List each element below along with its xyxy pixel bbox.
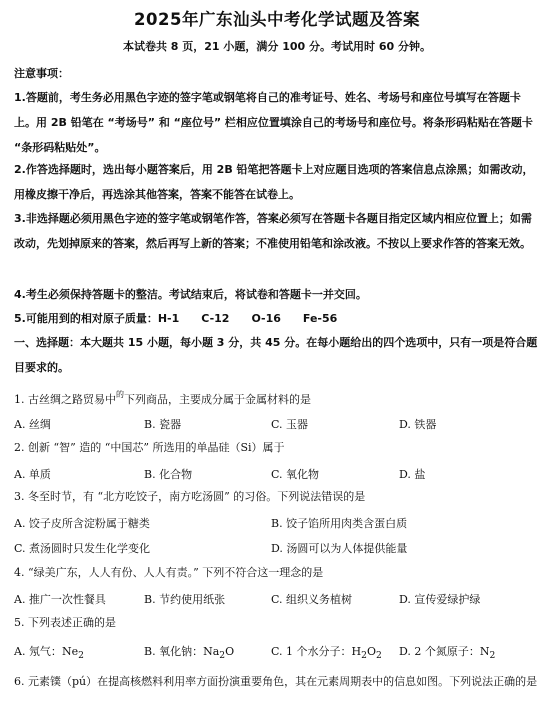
notice-item-3: 3.非选择题必须用黑色字迹的签字笔或钢笔作答，答案必须写在答题卡各题目指定区域内相应位置上；如需改动，先划掉原来的答案，然后再写上新的答案；不准使用铅笔和涂改液。不按以上要求作答的答案无效。 [14, 212, 532, 250]
option: B. 氧化钠：$Na_2O$ [144, 645, 235, 662]
option: B. 节约使用纸张 [144, 593, 226, 606]
question-2-stem: 2. 创新 “智” 造的 “中国芯” 所选用的单晶硅（Si）属于 [14, 441, 285, 454]
question-1-stem: 1. 古丝绸之路贸易中$^的$下列商品，主要成分属于金属材料的是 [14, 390, 311, 406]
page-subtitle: 本试卷共 8 页，21 小题，满分 100 分。考试用时 60 分钟。 [122, 40, 432, 53]
option: D. 汤圆可以为人体提供能量 [271, 542, 408, 555]
question-2-options [14, 466, 540, 482]
option: D. 宣传爱绿护绿 [399, 593, 481, 606]
question-4-stem: 4. “绿美广东，人人有份、人人有责。” 下列不符合这一理念的是 [14, 566, 324, 579]
question-3-stem: 3. 冬至时节，有 “北方吃饺子，南方吃汤圆” 的习俗。下列说法错误的是 [14, 490, 366, 503]
notice-item-1: 1.答题前，考生务必用黑色字迹的签字笔或钢笔将自己的准考证号、姓名、考场号和座位号填写在答题卡上。用 2B 铅笔在 “考场号” 和 “座位号” 栏相应位置填涂自己的考场号和座位号。将条形码粘贴在答题卡 “条形码粘贴处”。 [14, 91, 533, 154]
option: A. 丝绸 [14, 418, 51, 431]
notice-item-4: 4.考生必须保持答题卡的整洁。考试结束后，将试卷和答题卡一并交回。 [14, 288, 367, 301]
option: B. 化合物 [144, 468, 193, 481]
notice-item-2: 2.作答选择题时，选出每小题答案后，用 2B 铅笔把答题卡上对应题目选项的答案信息点涂黑；如需改动，用橡皮擦干净后，再选涂其他答案，答案不能答在试卷上。 [14, 163, 534, 201]
page-title: 2025年广东汕头中考化学试题及答案 [134, 10, 420, 29]
option: A. 单质 [14, 468, 51, 481]
notice-heading: 注意事项： [14, 67, 69, 80]
option: D. 铁器 [399, 418, 437, 431]
option: C. 1 个水分子：$H_2O_2$ [271, 645, 382, 662]
question-5-options [14, 643, 540, 662]
question-5-stem: 5. 下列表述正确的是 [14, 616, 116, 629]
option: A. 推广一次性餐具 [14, 593, 106, 606]
option: A. 饺子皮所含淀粉属于糖类 [14, 517, 150, 530]
question-1-options [14, 416, 540, 432]
option: B. 饺子馅所用肉类含蛋白质 [271, 517, 408, 530]
option: D. 2 个氮原子：$N_2$ [399, 645, 496, 662]
question-3-options-row2 [14, 540, 540, 556]
option: D. 盐 [399, 468, 426, 481]
option: B. 瓷器 [144, 418, 182, 431]
question-4-options [14, 591, 540, 607]
question-6-stem: 6. 元素镤（pú）在提高核燃料利用率方面扮演重要角色，其在元素周期表中的信息如图。下列说法正确的是 [14, 675, 538, 688]
section-heading: 一、选择题：本大题共 15 小题，每小题 3 分，共 45 分。在每小题给出的四个选项中，只有一项是符合题目要求的。 [14, 336, 538, 374]
notice-item-5: 5.可能用到的相对原子质量：H-1 C-12 O-16 Fe-56 [14, 312, 338, 325]
option: C. 组织义务植树 [271, 593, 353, 606]
question-3-options-row1 [14, 515, 540, 531]
option: C. 煮汤圆时只发生化学变化 [14, 542, 151, 555]
option: A. 氖气：$Ne_2$ [14, 645, 84, 662]
option: C. 玉器 [271, 418, 309, 431]
option: C. 氧化物 [271, 468, 320, 481]
